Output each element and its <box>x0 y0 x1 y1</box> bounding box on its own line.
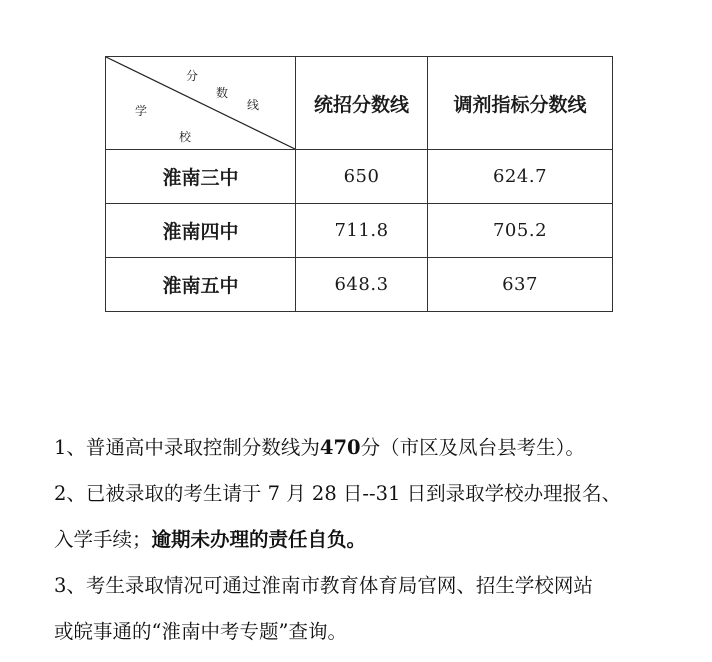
school-name: 淮南五中 <box>106 258 296 312</box>
note-2-line-1: 2、已被录取的考生请于 7 月 28 日--31 日到录取学校办理报名、 <box>54 482 622 505</box>
corner-label-xiao: 校 <box>179 130 192 144</box>
unified-score: 711.8 <box>296 204 428 258</box>
note-2-line-2-bold: 逾期未办理的责任自负。 <box>151 528 367 551</box>
corner-label-fen: 分 <box>186 69 199 83</box>
note-3-line-2: 或皖事通的“淮南中考专题”查询。 <box>54 620 347 643</box>
table-row <box>106 204 613 258</box>
diagonal-header-cell <box>106 57 296 150</box>
school-name: 淮南三中 <box>106 150 296 204</box>
table-row <box>106 150 613 204</box>
note-item-1 <box>54 432 684 478</box>
note-item-2-line-2 <box>54 524 684 570</box>
school-name: 淮南四中 <box>106 204 296 258</box>
note-1-suffix: 分（市区及凤台县考生）。 <box>360 436 585 459</box>
unified-score: 648.3 <box>296 258 428 312</box>
corner-label-xue: 学 <box>135 104 148 118</box>
unified-score: 650 <box>296 150 428 204</box>
note-item-3-line-1 <box>54 570 684 616</box>
note-1-prefix: 1、普通高中录取控制分数线为 <box>54 436 320 459</box>
admission-score-table <box>105 56 613 312</box>
header-unified-score: 统招分数线 <box>296 57 428 150</box>
table-row <box>106 258 613 312</box>
header-adjusted-score: 调剂指标分数线 <box>428 57 613 150</box>
note-3-line-1: 3、考生录取情况可通过淮南市教育体育局官网、招生学校网站 <box>54 574 593 597</box>
adjusted-score: 637 <box>428 258 613 312</box>
note-2-line-2-normal: 入学手续； <box>54 528 152 551</box>
table-header-row <box>106 57 613 150</box>
notes-section <box>54 432 684 662</box>
corner-label-shu: 数 <box>216 86 229 100</box>
corner-label-xian: 线 <box>247 98 260 112</box>
note-item-3-line-2 <box>54 616 684 662</box>
adjusted-score: 705.2 <box>428 204 613 258</box>
note-item-2-line-1 <box>54 478 684 524</box>
note-1-score: 470 <box>319 436 361 459</box>
adjusted-score: 624.7 <box>428 150 613 204</box>
